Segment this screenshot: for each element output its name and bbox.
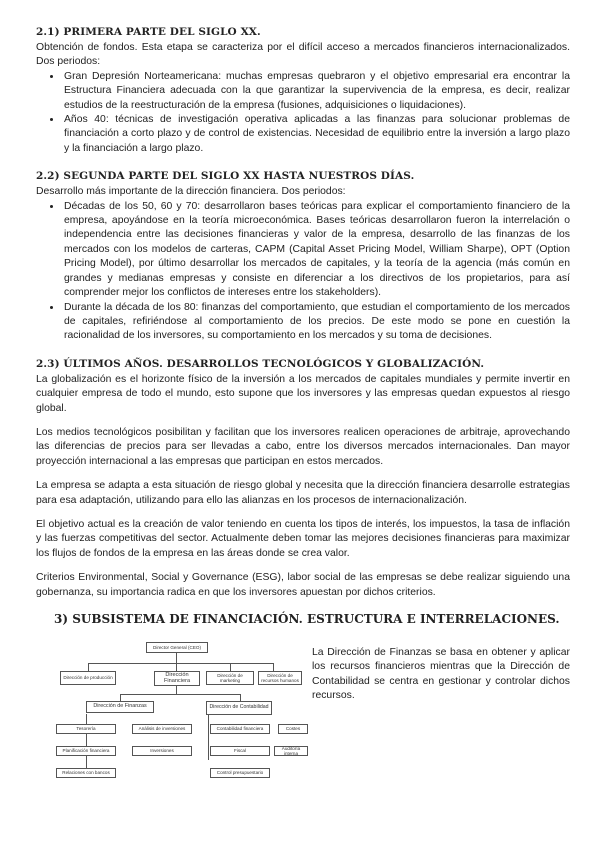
org-box: Control presupuestario — [210, 768, 270, 778]
paragraph: Criterios Environmental, Social y Governance (ESG), labor social de las empresas se debe realizar siguiendo una gobernanza, su importancia radica en que los inversores apuestan por dichos criterios. — [36, 572, 570, 598]
section-2-1 — [36, 26, 570, 156]
paragraph: La globalización es el horizonte físico de la inversión a los mercados de capitales mundiales y permite invertir en cualquier empresa de todo el mundo, esto supone que los inversores y las empresas quedan expuestos al riesgo global. — [36, 373, 570, 414]
list-item: • Durante la década de los 80: finanzas del comportamiento, que estudian el comportamiento de los mercados de capitales, refiriéndose al comportamiento de los precios. De este modo se pone en cuestión la racionalidad de los inversores, su comportamiento en los mercados y su toma de decisiones. — [62, 301, 570, 344]
section-2-3 — [36, 358, 570, 600]
connector-line — [176, 653, 177, 663]
connector-line — [208, 714, 209, 760]
org-box-dir-finanzas: Dirección de Finanzas — [86, 701, 154, 713]
org-box-production: Dirección de producción — [60, 671, 116, 685]
connector-line — [176, 663, 177, 671]
connector-line — [273, 663, 274, 671]
side-paragraph: La Dirección de Finanzas se basa en obtener y aplicar los recursos financieros mientras que la Dirección de Contabilidad se centra en gestionar y controlar dichos recursos. — [312, 647, 570, 702]
list-item: • Gran Depresión Norteamericana: muchas empresas quebraron y el objetivo empresarial era encontrar la Estructura Financiera adecuada con la que garantizar la supervivencia de la empresa, es decir, realizar estudios de la reestructuración de la empresa (fusiones, adquisiciones o liquidaciones). — [62, 70, 570, 113]
section-2-2 — [36, 170, 570, 343]
bullet-list — [36, 70, 570, 156]
org-box: Planificación financiera — [56, 746, 116, 756]
org-box-rrhh: Dirección de recursos humanos — [258, 671, 302, 685]
section-heading: 2.2) SEGUNDA PARTE DEL SIGLO XX HASTA NUESTROS DÍAS. — [36, 170, 415, 183]
connector-line — [120, 694, 240, 695]
org-box: Tesorería — [56, 724, 116, 734]
org-box: Costes — [278, 724, 308, 734]
org-box-finance: Dirección Financiera — [154, 671, 200, 686]
connector-line — [230, 663, 231, 671]
bullet-list — [36, 200, 570, 344]
org-box: Auditoría interna — [274, 746, 308, 756]
org-box-ceo: Director General (CEO) — [146, 642, 208, 653]
connector-line — [176, 686, 177, 694]
section-3-heading: 3) SUBSISTEMA DE FINANCIACIÓN. ESTRUCTURA E INTERRELACIONES. — [54, 612, 560, 626]
org-box: Relaciones con bancos — [56, 768, 116, 778]
section-3-content — [36, 638, 570, 788]
section-heading: 2.1) PRIMERA PARTE DEL SIGLO XX. — [36, 26, 261, 38]
section-intro: Desarrollo más importante de la dirección financiera. Dos periodos: — [36, 186, 346, 198]
list-item: • Años 40: técnicas de investigación operativa aplicadas a las finanzas para solucionar problemas de financiación a corto plazo y de control de existencias. Necesidad de equilibrio entre la inversión a largo plazo y la financiación a largo plazo. — [62, 113, 570, 156]
org-box-marketing: Dirección de marketing — [206, 671, 254, 685]
section-intro: Obtención de fondos. Esta etapa se caracteriza por el difícil acceso a mercados financieros internacionalizados. Dos periodos: — [36, 42, 570, 68]
paragraph: Los medios tecnológicos posibilitan y facilitan que los inversores realicen operaciones de arbitraje, aprovechando las diferencias de precios para ser llevadas a cabo, entre los diversos mercados internacionales. Dan mayor proyección internacional a las empresas que participan en estos mercados. — [36, 426, 570, 467]
org-box-dir-contabilidad: Dirección de Contabilidad — [206, 701, 272, 715]
connector-line — [88, 663, 273, 664]
list-item: • Décadas de los 50, 60 y 70: desarrollaron bases teóricas para explicar el comportamiento financiero de la empresa, apoyándose en la teoría microeconómica. Bases teóricas desarrollaron fueron la interrelación o independencia entre las decisiones financieras y valor de la empresa, desarrollo de las finanzas de los mercados con los modelos de carteras, CAPM (Capital Asset Pricing Model, William Sharpe), OPT (Option Pricing Model), por último desarrollar los mercados de capitales, y la teoría de la agencia (más común en grandes y medianas empresas y consiste en diferenciar a los directivos de los propietarios, para así comprender mejor los conflictos de intereses entre los stakeholders). — [62, 200, 570, 301]
org-box: Contabilidad financiera — [210, 724, 270, 734]
paragraph: La empresa se adapta a esta situación de riesgo global y necesita que la dirección financiera desarrolle estrategias para esa adaptación, utilizando para ello las alianzas en los procesos de internacionalización. — [36, 480, 570, 506]
org-chart — [48, 638, 308, 788]
connector-line — [88, 663, 89, 671]
connector-line — [240, 694, 241, 701]
paragraph: El objetivo actual es la creación de valor teniendo en cuenta los tipos de interés, los impuestos, la tasa de inflación y las fuerzas competitivas del sector. Actualmente deben tomar las mejores decisiones financieras para maximizar los flujos de fondos de la empresa en las áreas donde se crea valor. — [36, 518, 570, 559]
org-box: Fiscal — [210, 746, 270, 756]
org-box: Análisis de inversiones — [132, 724, 192, 734]
connector-line — [120, 694, 121, 701]
section-heading: 2.3) ÚLTIMOS AÑOS. DESARROLLOS TECNOLÓGICOS Y GLOBALIZACIÓN. — [36, 357, 485, 370]
org-box: Inversiones — [132, 746, 192, 756]
